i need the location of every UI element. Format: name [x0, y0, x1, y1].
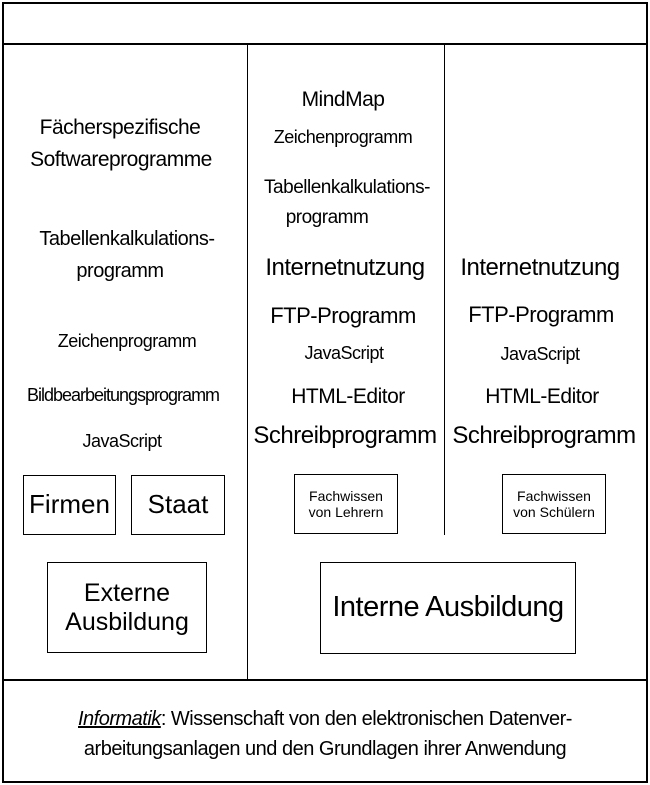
left-item-zeichenprogramm: Zeichenprogramm — [57, 331, 197, 351]
box-lehrern-line1: Fachwissen — [309, 487, 383, 504]
box-fachwissen-lehrern — [294, 474, 398, 534]
middle-item-tabellenkalkulations: Tabellenkalkulations- — [264, 177, 430, 198]
footer-term: Informatik — [78, 708, 161, 730]
box-externe-line2: Ausbildung — [65, 607, 189, 636]
footer-definition-line2: arbeitungsanlagen und den Grundlagen ihrer Anwendung — [83, 738, 567, 760]
box-schuelern-line2: von Schülern — [513, 504, 595, 520]
left-item-programm: programm — [76, 260, 164, 282]
middle-item-zeichenprogramm: Zeichenprogramm — [273, 127, 413, 147]
right-item-internetnutzung: Internetnutzung — [460, 254, 620, 281]
left-item-bildbearbeitungsprogramm: Bildbearbeitungsprogramm — [26, 385, 220, 405]
middle-item-internetnutzung: Internetnutzung — [265, 254, 425, 281]
box-interne-label: Interne Ausbildung — [332, 591, 564, 624]
box-staat — [131, 475, 225, 535]
box-schuelern-line1: Fachwissen — [517, 487, 591, 504]
middle-item-javascript: JavaScript — [304, 343, 384, 363]
box-externe-ausbildung — [47, 562, 207, 653]
right-item-ftp-programm: FTP-Programm — [468, 302, 614, 327]
middle-item-schreibprogramm: Schreibprogramm — [253, 422, 437, 449]
right-item-javascript: JavaScript — [500, 344, 580, 364]
footer-line1-rest: : Wissenschaft von den elektronischen Datenver- — [160, 708, 572, 730]
box-staat-label: Staat — [147, 489, 209, 520]
left-item-softwareprogramme: Softwareprogramme — [30, 148, 212, 171]
box-firmen — [23, 475, 116, 535]
box-lehrern-line2: von Lehrern — [308, 504, 384, 520]
header-divider — [2, 43, 648, 45]
middle-item-mindmap: MindMap — [301, 88, 385, 111]
right-item-schreibprogramm: Schreibprogramm — [452, 422, 636, 449]
middle-item-html-editor: HTML-Editor — [291, 385, 405, 408]
box-externe-line1: Externe — [83, 578, 171, 607]
box-interne-ausbildung — [320, 562, 576, 654]
footer-divider — [2, 679, 648, 681]
middle-item-ftp-programm: FTP-Programm — [270, 303, 416, 328]
footer-definition-line1 — [0, 704, 650, 735]
left-item-tabellenkalkulations: Tabellenkalkulations- — [39, 228, 215, 250]
column-divider-right — [444, 45, 445, 535]
left-item-faecherspezifische: Fächerspezifische — [39, 116, 201, 139]
column-divider-left — [247, 45, 248, 679]
middle-item-programm: programm — [285, 207, 369, 228]
right-item-html-editor: HTML-Editor — [485, 385, 599, 408]
box-firmen-label: Firmen — [29, 489, 110, 520]
box-fachwissen-schuelern — [502, 474, 606, 534]
left-item-javascript: JavaScript — [82, 431, 162, 451]
